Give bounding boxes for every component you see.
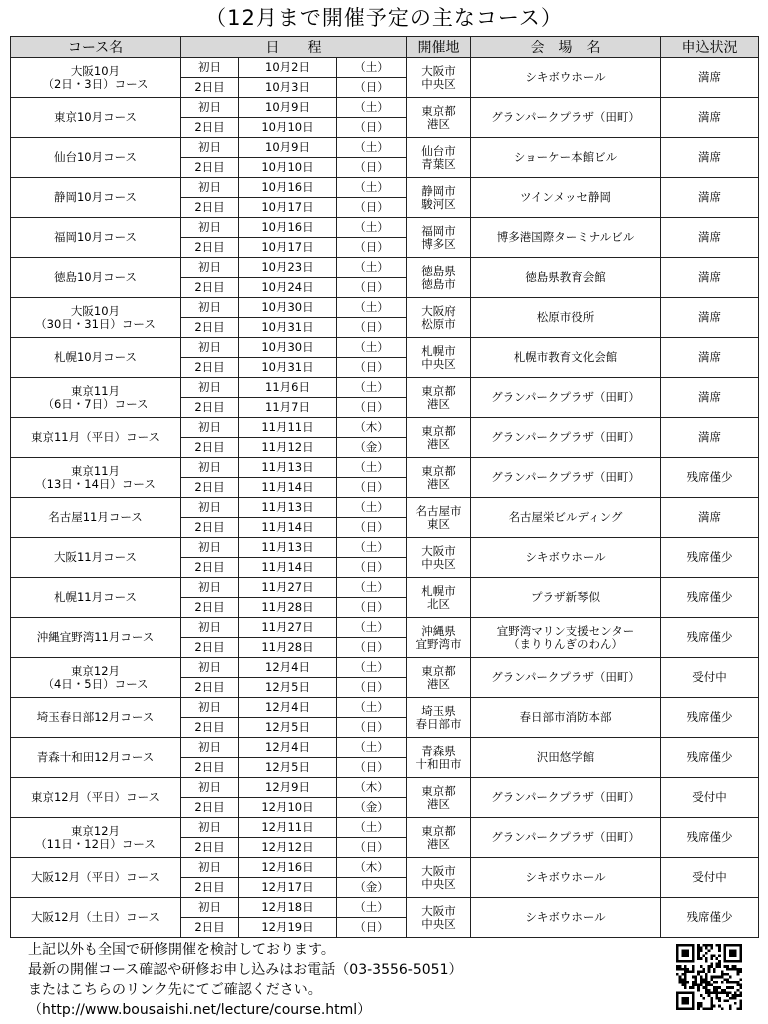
day-of-week: （日）: [337, 278, 407, 298]
course-name: 大阪10月 （30日・31日）コース: [11, 298, 181, 338]
course-status: 残席僅少: [661, 898, 759, 938]
course-venue: グランパークプラザ（田町）: [471, 778, 661, 818]
day-of-week: （土）: [337, 378, 407, 398]
course-status: 満席: [661, 58, 759, 98]
day-label: 2日目: [181, 158, 239, 178]
course-name: 大阪12月（土日）コース: [11, 898, 181, 938]
day-date: 12月5日: [239, 678, 337, 698]
day-date: 10月24日: [239, 278, 337, 298]
course-name: 静岡10月コース: [11, 178, 181, 218]
day-date: 11月12日: [239, 438, 337, 458]
table-row: [11, 818, 759, 838]
day-label: 初日: [181, 698, 239, 718]
day-date: 10月9日: [239, 138, 337, 158]
header-area: 開催地: [407, 37, 471, 58]
course-venue: グランパークプラザ（田町）: [471, 418, 661, 458]
course-venue: 名古屋栄ビルディング: [471, 498, 661, 538]
course-area: 東京都 港区: [407, 418, 471, 458]
course-venue: 松原市役所: [471, 298, 661, 338]
course-name: 徳島10月コース: [11, 258, 181, 298]
day-of-week: （日）: [337, 318, 407, 338]
course-status: 満席: [661, 338, 759, 378]
day-label: 初日: [181, 338, 239, 358]
course-status: 残席僅少: [661, 578, 759, 618]
header-venue: 会 場 名: [471, 37, 661, 58]
day-label: 2日目: [181, 918, 239, 938]
course-status: 満席: [661, 378, 759, 418]
course-name: 札幌11月コース: [11, 578, 181, 618]
day-of-week: （土）: [337, 338, 407, 358]
day-label: 2日目: [181, 638, 239, 658]
note-line: 上記以外も全国で研修開催を検討しております。: [28, 942, 335, 958]
day-of-week: （土）: [337, 818, 407, 838]
course-name: 東京11月（平日）コース: [11, 418, 181, 458]
course-venue: グランパークプラザ（田町）: [471, 658, 661, 698]
day-of-week: （土）: [337, 58, 407, 78]
course-venue: シキボウホール: [471, 538, 661, 578]
course-area: 東京都 港区: [407, 658, 471, 698]
course-name: 東京12月 （11日・12日）コース: [11, 818, 181, 858]
day-of-week: （土）: [337, 178, 407, 198]
course-status: 残席僅少: [661, 738, 759, 778]
course-name: 福岡10月コース: [11, 218, 181, 258]
day-label: 2日目: [181, 318, 239, 338]
day-date: 10月23日: [239, 258, 337, 278]
day-label: 2日目: [181, 598, 239, 618]
day-date: 10月10日: [239, 158, 337, 178]
day-date: 11月13日: [239, 458, 337, 478]
day-label: 初日: [181, 298, 239, 318]
day-of-week: （日）: [337, 758, 407, 778]
table-row: [11, 698, 759, 718]
course-name: 東京10月コース: [11, 98, 181, 138]
day-label: 初日: [181, 538, 239, 558]
course-area: 札幌市 北区: [407, 578, 471, 618]
course-status: 満席: [661, 498, 759, 538]
table-row: [11, 618, 759, 638]
day-label: 初日: [181, 578, 239, 598]
course-venue: 札幌市教育文化会館: [471, 338, 661, 378]
day-date: 11月7日: [239, 398, 337, 418]
day-of-week: （土）: [337, 898, 407, 918]
table-header-row: [11, 37, 759, 58]
day-of-week: （日）: [337, 478, 407, 498]
day-date: 12月19日: [239, 918, 337, 938]
day-label: 初日: [181, 778, 239, 798]
day-date: 10月30日: [239, 298, 337, 318]
course-venue: グランパークプラザ（田町）: [471, 818, 661, 858]
day-label: 初日: [181, 418, 239, 438]
course-status: 残席僅少: [661, 818, 759, 858]
table-row: [11, 378, 759, 398]
table-row: [11, 178, 759, 198]
day-of-week: （日）: [337, 638, 407, 658]
course-status: 満席: [661, 298, 759, 338]
course-status: 残席僅少: [661, 698, 759, 738]
table-row: [11, 258, 759, 278]
day-date: 11月28日: [239, 598, 337, 618]
day-date: 11月14日: [239, 518, 337, 538]
day-of-week: （日）: [337, 158, 407, 178]
day-of-week: （日）: [337, 838, 407, 858]
day-of-week: （土）: [337, 618, 407, 638]
table-row: [11, 498, 759, 518]
course-venue: シキボウホール: [471, 898, 661, 938]
day-label: 初日: [181, 658, 239, 678]
course-name: 札幌10月コース: [11, 338, 181, 378]
day-label: 2日目: [181, 118, 239, 138]
course-status: 残席僅少: [661, 618, 759, 658]
day-date: 11月13日: [239, 498, 337, 518]
course-status: 残席僅少: [661, 458, 759, 498]
day-label: 初日: [181, 378, 239, 398]
day-date: 10月17日: [239, 198, 337, 218]
table-row: [11, 58, 759, 78]
day-label: 2日目: [181, 558, 239, 578]
day-of-week: （土）: [337, 538, 407, 558]
table-row: [11, 578, 759, 598]
day-label: 初日: [181, 58, 239, 78]
course-status: 満席: [661, 178, 759, 218]
day-date: 12月17日: [239, 878, 337, 898]
course-schedule-table: [10, 36, 759, 938]
day-date: 10月30日: [239, 338, 337, 358]
header-date: 日 程: [181, 37, 407, 58]
course-status: 残席僅少: [661, 538, 759, 578]
course-name: 名古屋11月コース: [11, 498, 181, 538]
note-line: 最新の開催コース確認や研修お申し込みはお電話（03-3556-5051）: [28, 962, 463, 978]
course-area: 名古屋市 東区: [407, 498, 471, 538]
course-venue: ツインメッセ静岡: [471, 178, 661, 218]
day-date: 12月4日: [239, 658, 337, 678]
day-date: 12月5日: [239, 718, 337, 738]
day-date: 11月6日: [239, 378, 337, 398]
table-row: [11, 418, 759, 438]
day-label: 初日: [181, 98, 239, 118]
day-label: 初日: [181, 178, 239, 198]
day-label: 2日目: [181, 278, 239, 298]
day-of-week: （土）: [337, 578, 407, 598]
day-date: 10月31日: [239, 318, 337, 338]
course-area: 徳島県 徳島市: [407, 258, 471, 298]
course-name: 大阪12月（平日）コース: [11, 858, 181, 898]
day-of-week: （日）: [337, 238, 407, 258]
day-date: 11月14日: [239, 558, 337, 578]
course-venue: ショーケー本館ビル: [471, 138, 661, 178]
course-name: 東京11月 （13日・14日）コース: [11, 458, 181, 498]
day-date: 12月5日: [239, 758, 337, 778]
day-of-week: （日）: [337, 198, 407, 218]
course-link[interactable]: （http://www.bousaishi.net/lecture/course.html）: [28, 1002, 372, 1018]
course-status: 満席: [661, 418, 759, 458]
table-row: [11, 458, 759, 478]
course-name: 東京12月 （4日・5日）コース: [11, 658, 181, 698]
course-venue: シキボウホール: [471, 58, 661, 98]
page-title: （12月まで開催予定の主なコース）: [205, 6, 563, 30]
day-date: 12月9日: [239, 778, 337, 798]
header-course: コース名: [11, 37, 181, 58]
day-of-week: （土）: [337, 658, 407, 678]
day-date: 12月12日: [239, 838, 337, 858]
day-of-week: （日）: [337, 718, 407, 738]
course-area: 東京都 港区: [407, 378, 471, 418]
day-date: 11月27日: [239, 578, 337, 598]
table-row: [11, 738, 759, 758]
day-label: 2日目: [181, 518, 239, 538]
day-of-week: （木）: [337, 418, 407, 438]
course-name: 埼玉春日部12月コース: [11, 698, 181, 738]
day-label: 初日: [181, 898, 239, 918]
day-of-week: （日）: [337, 78, 407, 98]
course-area: 東京都 港区: [407, 778, 471, 818]
day-of-week: （日）: [337, 518, 407, 538]
course-name: 沖縄宜野湾11月コース: [11, 618, 181, 658]
day-date: 11月13日: [239, 538, 337, 558]
day-of-week: （日）: [337, 358, 407, 378]
day-date: 10月10日: [239, 118, 337, 138]
course-area: 福岡市 博多区: [407, 218, 471, 258]
course-area: 埼玉県 春日部市: [407, 698, 471, 738]
day-of-week: （日）: [337, 558, 407, 578]
table-row: [11, 338, 759, 358]
day-of-week: （金）: [337, 798, 407, 818]
day-of-week: （日）: [337, 918, 407, 938]
course-status: 満席: [661, 258, 759, 298]
course-name: 東京12月（平日）コース: [11, 778, 181, 818]
notes: [28, 940, 462, 1020]
course-venue: グランパークプラザ（田町）: [471, 98, 661, 138]
day-of-week: （土）: [337, 218, 407, 238]
course-area: 青森県 十和田市: [407, 738, 471, 778]
day-label: 初日: [181, 218, 239, 238]
course-area: 仙台市 青葉区: [407, 138, 471, 178]
course-area: 東京都 港区: [407, 458, 471, 498]
course-area: 大阪市 中央区: [407, 898, 471, 938]
course-status: 受付中: [661, 658, 759, 698]
day-date: 11月27日: [239, 618, 337, 638]
day-date: 12月10日: [239, 798, 337, 818]
day-of-week: （木）: [337, 778, 407, 798]
course-venue: グランパークプラザ（田町）: [471, 458, 661, 498]
note-line: またはこちらのリンク先にてご確認ください。: [28, 982, 322, 998]
day-date: 11月28日: [239, 638, 337, 658]
table-row: [11, 538, 759, 558]
day-date: 10月16日: [239, 178, 337, 198]
course-venue: 春日部市消防本部: [471, 698, 661, 738]
table-row: [11, 98, 759, 118]
day-of-week: （日）: [337, 398, 407, 418]
course-venue: 沢田悠学館: [471, 738, 661, 778]
day-date: 10月3日: [239, 78, 337, 98]
day-label: 初日: [181, 498, 239, 518]
day-of-week: （金）: [337, 878, 407, 898]
day-date: 10月2日: [239, 58, 337, 78]
course-area: 札幌市 中央区: [407, 338, 471, 378]
day-of-week: （木）: [337, 858, 407, 878]
day-label: 初日: [181, 858, 239, 878]
day-label: 2日目: [181, 798, 239, 818]
day-label: 初日: [181, 138, 239, 158]
day-of-week: （土）: [337, 498, 407, 518]
day-date: 10月16日: [239, 218, 337, 238]
day-label: 2日目: [181, 78, 239, 98]
course-area: 大阪市 中央区: [407, 858, 471, 898]
day-of-week: （日）: [337, 678, 407, 698]
day-date: 12月4日: [239, 738, 337, 758]
course-venue: 博多港国際ターミナルビル: [471, 218, 661, 258]
day-of-week: （土）: [337, 298, 407, 318]
course-venue: プラザ新琴似: [471, 578, 661, 618]
course-venue: シキボウホール: [471, 858, 661, 898]
day-date: 10月9日: [239, 98, 337, 118]
table-row: [11, 658, 759, 678]
day-date: 12月16日: [239, 858, 337, 878]
day-date: 12月11日: [239, 818, 337, 838]
day-label: 2日目: [181, 198, 239, 218]
course-area: 大阪府 松原市: [407, 298, 471, 338]
day-label: 初日: [181, 738, 239, 758]
course-area: 東京都 港区: [407, 818, 471, 858]
table-row: [11, 138, 759, 158]
course-status: 受付中: [661, 858, 759, 898]
day-date: 10月17日: [239, 238, 337, 258]
day-date: 12月4日: [239, 698, 337, 718]
day-of-week: （金）: [337, 438, 407, 458]
course-status: 満席: [661, 218, 759, 258]
day-label: 初日: [181, 258, 239, 278]
table-row: [11, 298, 759, 318]
course-area: 大阪市 中央区: [407, 538, 471, 578]
day-label: 2日目: [181, 718, 239, 738]
header-status: 申込状況: [661, 37, 759, 58]
course-status: 満席: [661, 138, 759, 178]
course-venue: グランパークプラザ（田町）: [471, 378, 661, 418]
course-area: 沖縄県 宜野湾市: [407, 618, 471, 658]
course-area: 東京都 港区: [407, 98, 471, 138]
day-of-week: （日）: [337, 598, 407, 618]
day-label: 初日: [181, 818, 239, 838]
course-status: 満席: [661, 98, 759, 138]
course-name: 大阪11月コース: [11, 538, 181, 578]
day-label: 2日目: [181, 838, 239, 858]
day-date: 11月11日: [239, 418, 337, 438]
table-row: [11, 858, 759, 878]
day-of-week: （土）: [337, 138, 407, 158]
table-row: [11, 898, 759, 918]
day-of-week: （土）: [337, 738, 407, 758]
course-area: 大阪市 中央区: [407, 58, 471, 98]
day-date: 10月31日: [239, 358, 337, 378]
day-label: 2日目: [181, 878, 239, 898]
day-of-week: （日）: [337, 118, 407, 138]
course-name: 仙台10月コース: [11, 138, 181, 178]
day-date: 11月14日: [239, 478, 337, 498]
day-label: 2日目: [181, 478, 239, 498]
day-of-week: （土）: [337, 698, 407, 718]
day-date: 12月18日: [239, 898, 337, 918]
course-area: 静岡市 駿河区: [407, 178, 471, 218]
day-label: 2日目: [181, 678, 239, 698]
day-of-week: （土）: [337, 458, 407, 478]
course-name: 東京11月 （6日・7日）コース: [11, 378, 181, 418]
day-label: 2日目: [181, 398, 239, 418]
course-name: 青森十和田12月コース: [11, 738, 181, 778]
day-label: 2日目: [181, 358, 239, 378]
table-row: [11, 218, 759, 238]
table-row: [11, 778, 759, 798]
course-venue: 徳島県教育会館: [471, 258, 661, 298]
day-of-week: （土）: [337, 258, 407, 278]
day-label: 2日目: [181, 438, 239, 458]
day-label: 初日: [181, 618, 239, 638]
course-name: 大阪10月 （2日・3日）コース: [11, 58, 181, 98]
day-label: 初日: [181, 458, 239, 478]
course-status: 受付中: [661, 778, 759, 818]
day-label: 2日目: [181, 758, 239, 778]
course-venue: 宜野湾マリン支援センター （まりりんぎのわん）: [471, 618, 661, 658]
day-label: 2日目: [181, 238, 239, 258]
qr-code-icon[interactable]: [676, 944, 742, 1010]
day-of-week: （土）: [337, 98, 407, 118]
